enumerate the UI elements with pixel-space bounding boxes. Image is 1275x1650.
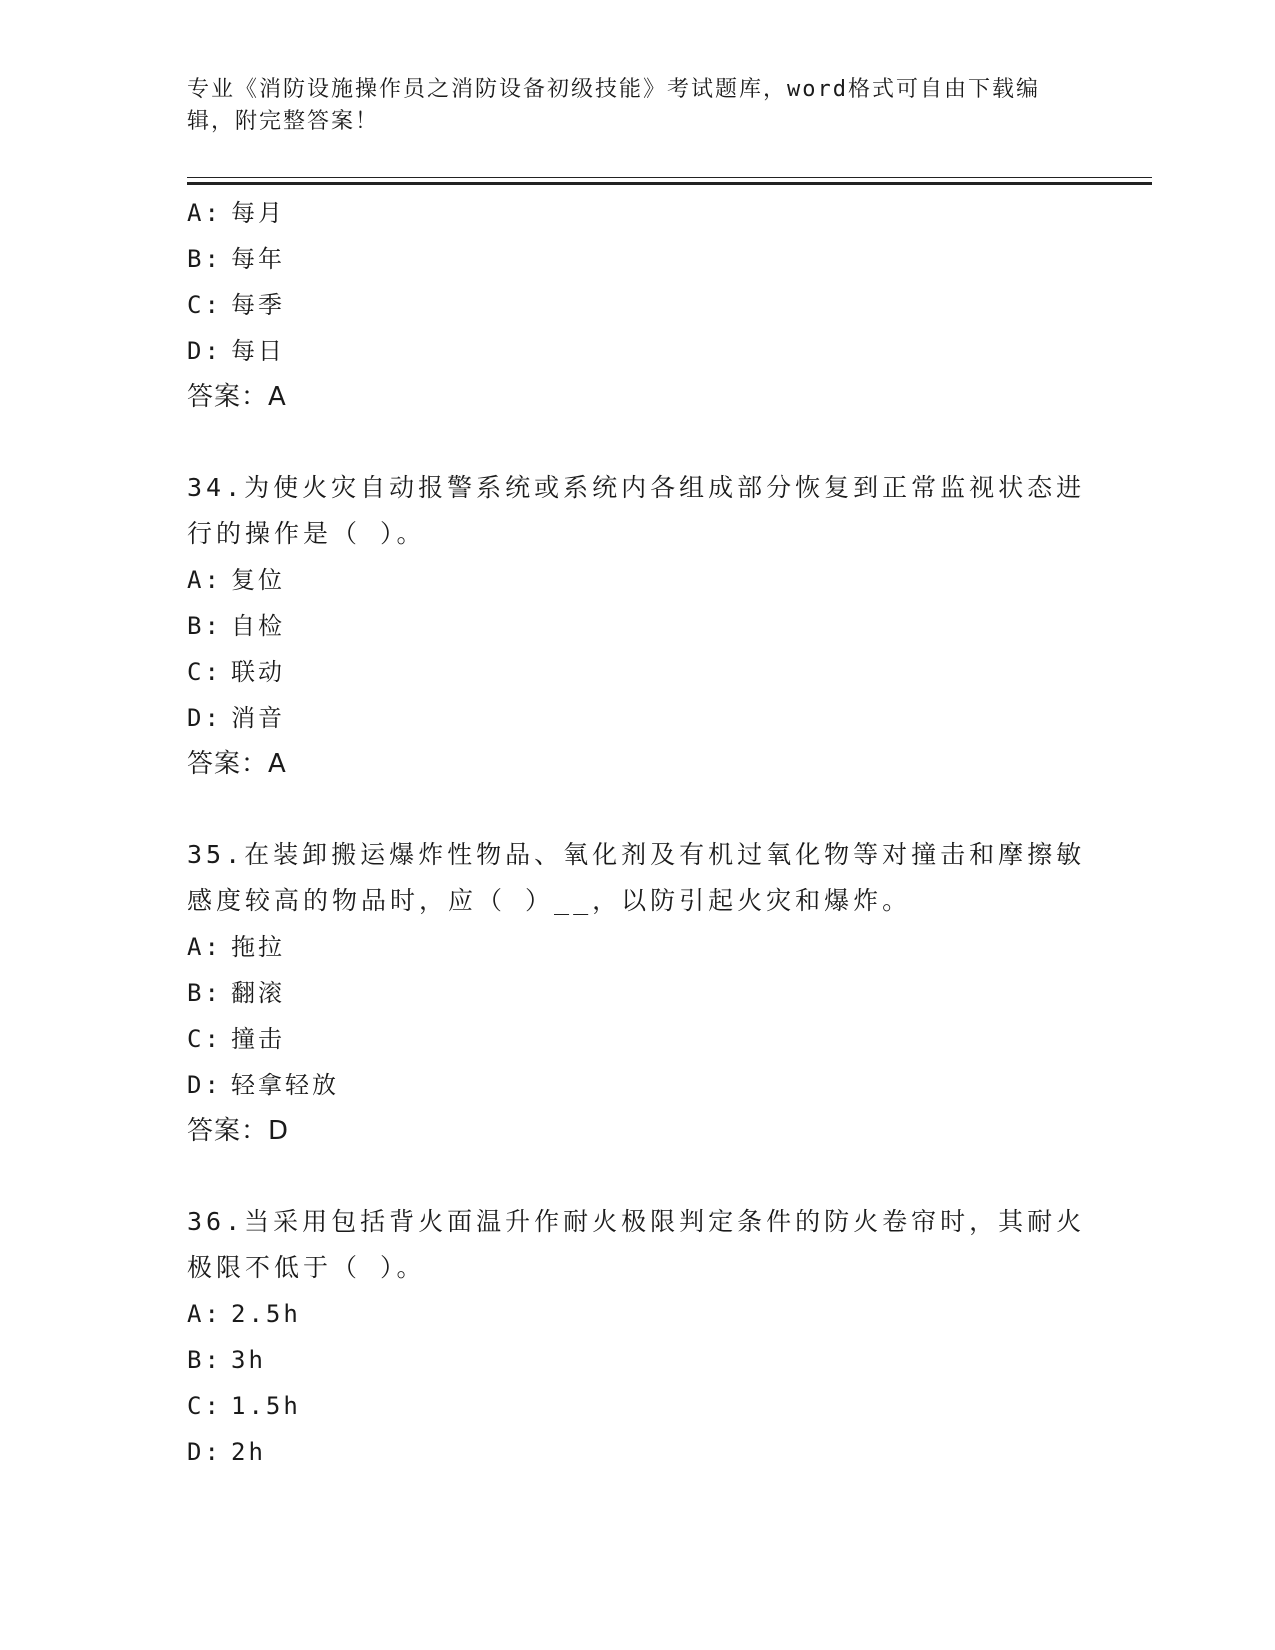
- question-text: [187, 1199, 1087, 1291]
- question-line-2: 感度较高的物品时，应（ ）__，以防引起火灾和爆炸。: [187, 886, 912, 915]
- option-label: B:: [187, 979, 222, 1007]
- option-label: A:: [187, 199, 222, 227]
- option-d: [187, 1429, 1087, 1475]
- option-b: [187, 1337, 1087, 1383]
- question-text: [187, 832, 1087, 924]
- answer-line: 答案：D: [187, 1116, 290, 1146]
- option-text: 撞击: [231, 1025, 285, 1053]
- question-line-2: 行的操作是（ ）。: [187, 519, 426, 548]
- option-text: 拖拉: [231, 933, 285, 961]
- answer-line: 答案：A: [187, 749, 287, 779]
- option-label: C:: [187, 1392, 222, 1420]
- option-text: 每季: [231, 291, 285, 319]
- question-text: [187, 465, 1087, 557]
- option-text: 1.5h: [231, 1392, 301, 1420]
- header-line-1: 专业《消防设施操作员之消防设备初级技能》考试题库，word格式可自由下载编: [187, 77, 1040, 102]
- option-c: [187, 1383, 1087, 1429]
- option-label: C:: [187, 658, 222, 686]
- option-label: D:: [187, 1071, 222, 1099]
- option-text: 联动: [231, 658, 285, 686]
- option-label: D:: [187, 1438, 222, 1466]
- header-divider-thin: [187, 177, 1152, 178]
- option-label: B:: [187, 1346, 222, 1374]
- option-text: 每年: [231, 245, 285, 273]
- question-line-1: 34.为使火灾自动报警系统或系统内各组成部分恢复到正常监视状态进: [187, 473, 1086, 502]
- option-b: [187, 603, 1087, 649]
- option-d: [187, 1062, 1087, 1108]
- option-text: 每月: [231, 199, 285, 227]
- option-label: D:: [187, 337, 222, 365]
- option-label: A:: [187, 566, 222, 594]
- option-text: 2h: [231, 1438, 266, 1466]
- option-c: [187, 1016, 1087, 1062]
- header-line-2: 辑，附完整答案！: [187, 109, 380, 134]
- answer-line: 答案：A: [187, 382, 287, 412]
- option-b: [187, 236, 1087, 282]
- question-line-2: 极限不低于（ ）。: [187, 1253, 426, 1282]
- question-34: [187, 465, 1087, 787]
- question-33: [187, 190, 1087, 420]
- option-a: [187, 924, 1087, 970]
- option-text: 复位: [231, 566, 285, 594]
- option-text: 自检: [231, 612, 285, 640]
- document-header: [187, 74, 1067, 138]
- option-label: C:: [187, 1025, 222, 1053]
- option-text: 每日: [231, 337, 285, 365]
- option-a: [187, 1291, 1087, 1337]
- option-label: B:: [187, 245, 222, 273]
- option-label: D:: [187, 704, 222, 732]
- option-text: 轻拿轻放: [231, 1071, 339, 1099]
- option-label: B:: [187, 612, 222, 640]
- option-text: 3h: [231, 1346, 266, 1374]
- option-text: 2.5h: [231, 1300, 301, 1328]
- option-d: [187, 695, 1087, 741]
- option-label: A:: [187, 933, 222, 961]
- header-divider-thick: [187, 182, 1152, 185]
- question-36: [187, 1199, 1087, 1475]
- option-text: 消音: [231, 704, 285, 732]
- option-c: [187, 282, 1087, 328]
- option-b: [187, 970, 1087, 1016]
- question-35: [187, 832, 1087, 1154]
- question-line-1: 36.当采用包括背火面温升作耐火极限判定条件的防火卷帘时，其耐火: [187, 1207, 1086, 1236]
- option-label: A:: [187, 1300, 222, 1328]
- option-c: [187, 649, 1087, 695]
- option-d: [187, 328, 1087, 374]
- option-text: 翻滚: [231, 979, 285, 1007]
- option-label: C:: [187, 291, 222, 319]
- option-a: [187, 190, 1087, 236]
- option-a: [187, 557, 1087, 603]
- question-list: [187, 190, 1087, 1475]
- question-line-1: 35.在装卸搬运爆炸性物品、氧化剂及有机过氧化物等对撞击和摩擦敏: [187, 840, 1086, 869]
